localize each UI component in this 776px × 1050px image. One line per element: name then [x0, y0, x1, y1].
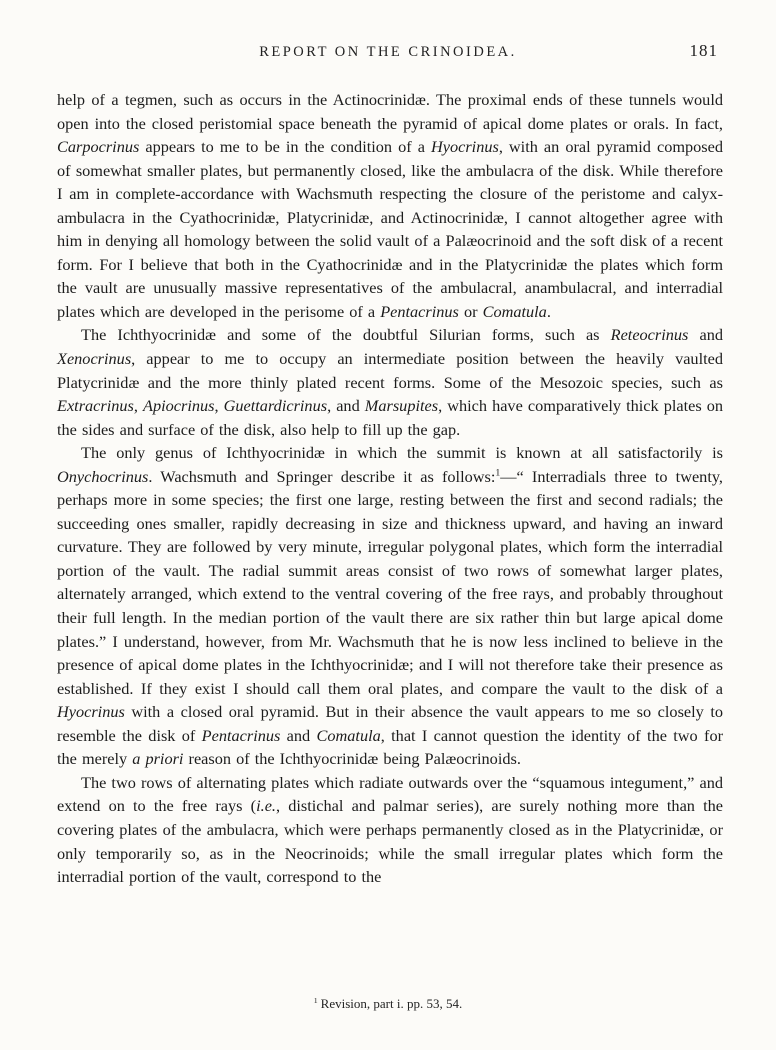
italic-text-run: Hyocrinus — [430, 137, 499, 157]
text-run: . Wachsmuth and Springer describe it as follows: — [148, 466, 496, 486]
italic-text-run: Marsupites — [364, 396, 439, 416]
italic-text-run: Comatula — [316, 725, 381, 745]
page-body — [57, 88, 723, 889]
text-run: , distichal and palmar series), are surely nothing more than the covering plates of the ambulacra, which were perhaps permanently closed as in the Platycrinidæ, or only temporarily so, as in the Neocrinoids; while the small irregular plates which form the interradial portion of the vault, correspond to the — [57, 796, 724, 887]
italic-text-run: Pentacrinus — [201, 725, 281, 745]
italic-text-run: Pentacrinus — [380, 301, 459, 321]
text-run: . — [546, 301, 551, 321]
running-head — [0, 41, 776, 66]
text-run: —“ Interradials three to twenty, perhaps more in some species; the first one large, resting between the first and second radials; the succeeding ones smaller, rapidly decreasing in size and thickness upward, and having an inward curvature. They are followed by very minute, irregular polygonal plates, which form the interradial portion of the vault. The radial summit areas consist of two rows of somewhat larger plates, alternately arranged, which extend to the ventral covering of the free rays, and probably throughout their full length. In the median portion of the vault there are six rather thin but large apical dome plates.” I understand, however, from Mr. Wachsmuth that he is now less inclined to believe in the presence of apical dome plates in the Ichthyocrinidæ; and I will not therefore take their presence as established. If they exist I should call them oral plates, and compare the vault to the disk of a — [57, 466, 723, 698]
text-run: The two rows of alternating plates which radiate outwards over the “squamous integument,” and extend on to the free rays ( — [57, 772, 723, 816]
text-run: , — [133, 396, 144, 416]
text-run: , which have comparatively thick plates on the sides and surface of the disk, also help to fill up the gap. — [57, 396, 724, 439]
text-run: , — [214, 396, 224, 416]
footnote-text: Revision, part i. pp. 53, 54. — [320, 996, 463, 1011]
italic-text-run: Guettardicrinus — [223, 396, 328, 416]
paragraph — [57, 441, 723, 771]
text-run: , that I cannot question the identity of the two for the merely — [57, 725, 724, 769]
italic-text-run: Xenocrinus — [57, 349, 132, 369]
text-run: The only genus of Ichthyocrinidæ in which the summit is known at all satisfactorily is — [81, 443, 723, 463]
italic-text-run: Extracrinus — [57, 396, 134, 416]
italic-text-run: i.e. — [256, 796, 276, 816]
text-run: appears to me to be in the condition of a — [139, 137, 431, 157]
footnote-marker: 1 — [313, 995, 318, 1005]
page-title: REPORT ON THE CRINOIDEA. — [259, 44, 517, 60]
italic-text-run: a priori — [132, 749, 184, 769]
text-run: and — [688, 325, 724, 345]
italic-text-run: Apiocrinus — [143, 396, 215, 416]
italic-text-run: Carpocrinus — [57, 137, 140, 157]
text-run: and — [280, 725, 317, 745]
italic-text-run: Onychocrinus — [57, 466, 149, 486]
page-number: 181 — [689, 41, 718, 60]
footnote-reference: 1 — [495, 467, 501, 479]
paragraph — [57, 323, 723, 441]
footnote — [0, 996, 776, 1012]
text-run: The Ichthyocrinidæ and some of the doubtful Silurian forms, such as — [81, 325, 611, 345]
paragraph — [57, 771, 723, 889]
paragraph — [57, 88, 723, 323]
text-run: reason of the Ichthyocrinidæ being Palæocrinoids. — [183, 749, 521, 769]
italic-text-run: Comatula — [482, 301, 547, 321]
italic-text-run: Hyocrinus — [57, 702, 125, 722]
text-run: with a closed oral pyramid. But in their absence the vault appears to me so closely to resemble the disk of — [57, 702, 723, 745]
text-run: , with an oral pyramid composed of somewhat smaller plates, but permanently closed, like the ambulacra of the disk. While therefore I am in complete-accordance with Wachsmuth respecting the closure of the peristome and calyx-ambulacra in the Cyathocrinidæ, Platycrinidæ, and Actinocrinidæ, I cannot altogether agree with him in denying all homology between the solid vault of a Palæocrinoid and the soft disk of a recent form. For I believe that both in the Cyathocrinidæ and in the Platycrinidæ the plates which form the vault are unusually massive representatives of the ambulacral, anambulacral, and interradial plates which are developed in the perisome of a — [57, 137, 724, 321]
text-run: help of a tegmen, such as occurs in the Actinocrinidæ. The proximal ends of these tunnels would open into the closed peristomial space beneath the pyramid of apical dome plates or orals. In fact, — [57, 90, 723, 133]
text-run: , and — [327, 396, 365, 416]
text-run: , appear to me to occupy an intermediate position between the heavily vaulted Platycrinidæ and the more thinly plated recent forms. Some of the Mesozoic species, such as — [57, 349, 723, 392]
text-run: or — [458, 301, 483, 321]
italic-text-run: Reteocrinus — [610, 325, 689, 345]
